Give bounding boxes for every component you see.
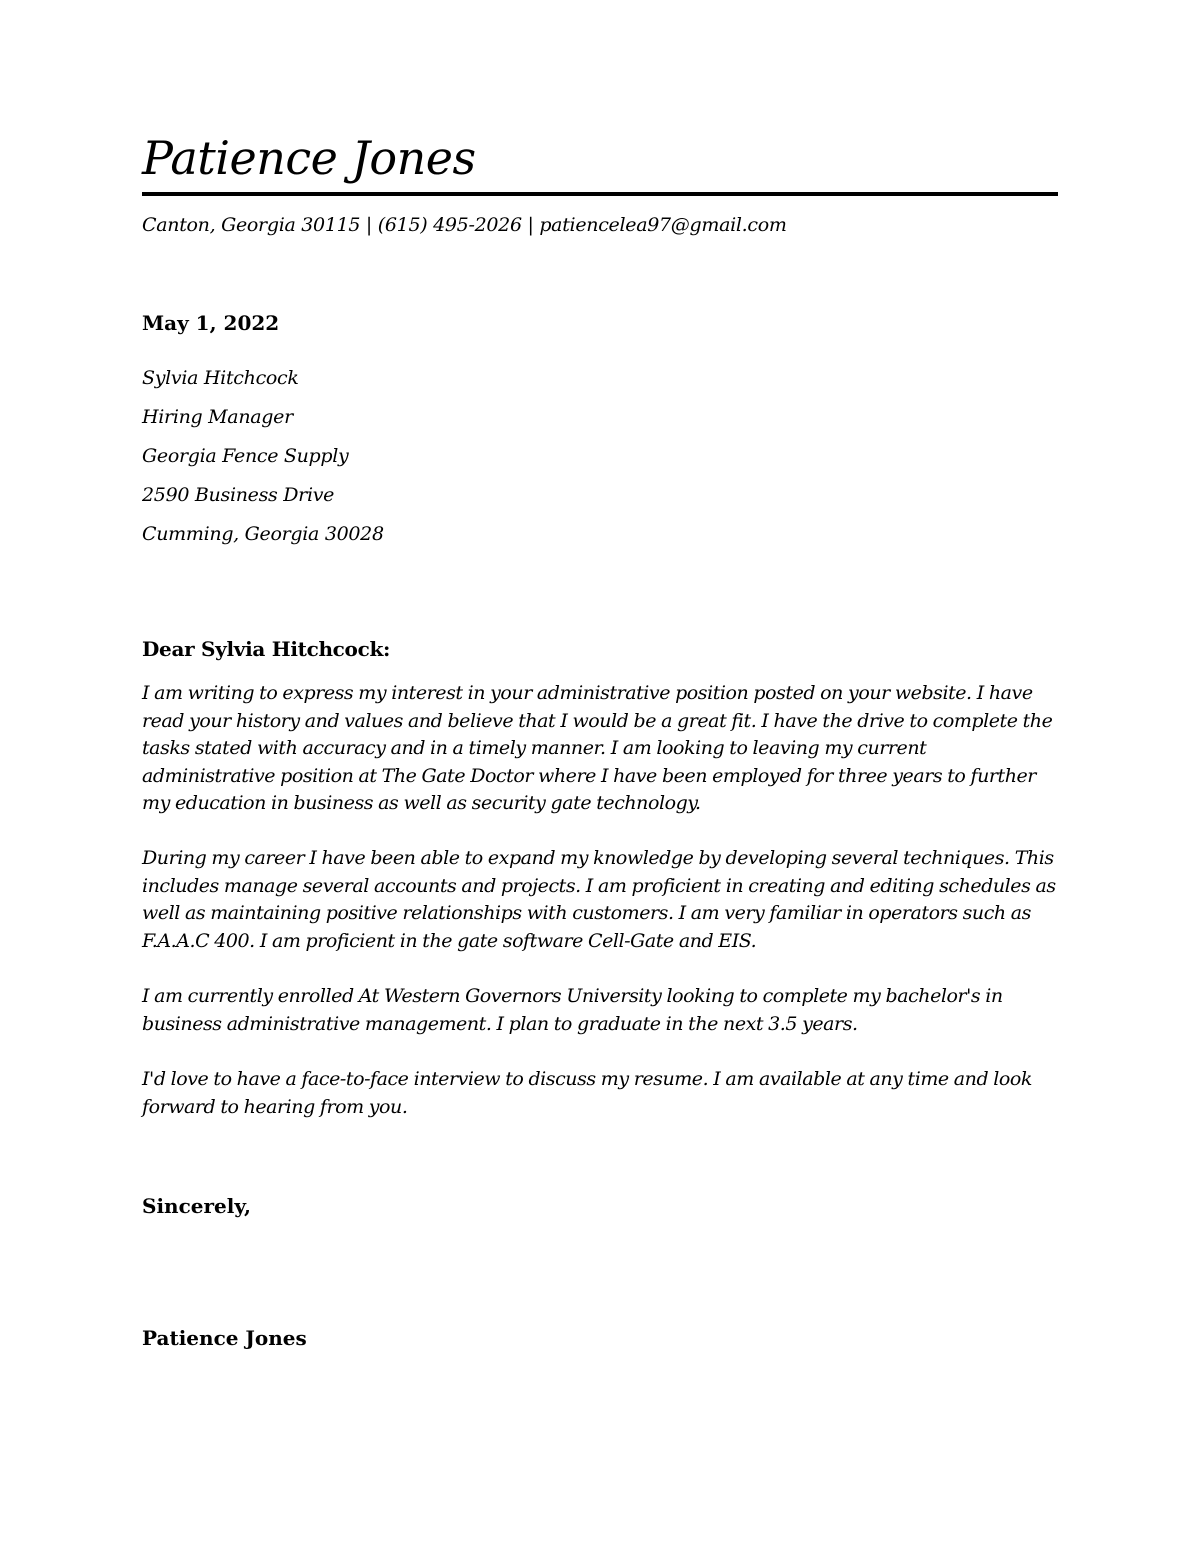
recipient-company: Georgia Fence Supply <box>142 445 349 467</box>
body-paragraph-3: I am currently enrolled At Western Governors University looking to complete my bachelor's in business administrative management. I plan to graduate in the next 3.5 years. <box>142 985 1003 1035</box>
body-paragraph-4: I'd love to have a face-to-face interview to discuss my resume. I am available at any time and look forward to hearing from you. <box>142 1068 1032 1118</box>
recipient-address-block <box>142 364 384 559</box>
recipient-street: 2590 Business Drive <box>142 484 335 506</box>
letter-closing: Sincerely, <box>142 1194 252 1218</box>
body-paragraph-1: I am writing to express my interest in your administrative position posted on your website. I have read your history and values and believe that I would be a great fit. I have the drive to complete the tasks stated with accuracy and in a timely manner. I am looking to leaving my current administrative position at The Gate Doctor where I have been employed for three years to further my education in business as well as security gate technology. <box>142 682 1053 814</box>
letter-salutation: Dear Sylvia Hitchcock: <box>142 637 391 661</box>
body-paragraph-2: During my career I have been able to expand my knowledge by developing several techniques. This includes manage several accounts and projects. I am proficient in creating and editing schedules as well as maintaining positive relationships with customers. I am very familiar in operators such as F.A.A.C 400. I am proficient in the gate software Cell-Gate and EIS. <box>142 847 1056 952</box>
sender-name: Patience Jones <box>142 131 476 185</box>
letter-signature-name: Patience Jones <box>142 1326 307 1350</box>
letter-date: May 1, 2022 <box>142 311 280 335</box>
sender-contact-line: Canton, Georgia 30115 | (615) 495-2026 | patiencelea97@gmail.com <box>142 214 787 236</box>
recipient-city: Cumming, Georgia 30028 <box>142 523 384 545</box>
header-divider <box>142 192 1058 196</box>
recipient-title: Hiring Manager <box>142 406 293 428</box>
recipient-name: Sylvia Hitchcock <box>142 367 299 389</box>
